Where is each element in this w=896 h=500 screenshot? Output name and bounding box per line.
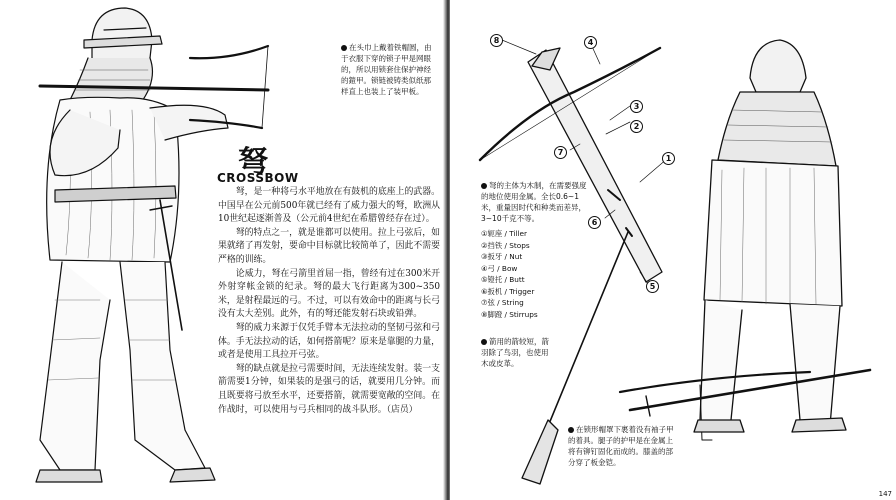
bolt-caption-text: 箭用的箭较短，箭羽除了鸟羽，也使用木或皮革。 bbox=[481, 337, 549, 368]
parts-legend-item: ⑦弦 / String bbox=[481, 298, 524, 307]
bullet-icon bbox=[481, 183, 487, 189]
helmet-caption bbox=[341, 42, 433, 97]
parts-legend-item: ②挡铁 / Stops bbox=[481, 240, 530, 250]
helmet-caption-text: 在头巾上戴着铁帽圆，由于衣服下穿的锁子甲是网眼的，所以用锁套住保护神经的鎧甲。锁链被铸类似纸那样直上也装上了装甲板。 bbox=[341, 43, 432, 96]
article-paragraph: 弩的特点之一，就是谁都可以使用。拉上弓弦后，如果就绪了再发射，要命中目标就比较简单了，因此不需要严格的训练。 bbox=[218, 227, 440, 265]
callout-number: 3 bbox=[630, 100, 643, 113]
callout-number: 5 bbox=[646, 280, 659, 293]
article-paragraph: 弩，是一种将弓水平地放在有鼓机的底座上的武器。中国早在公元前500年就已经有了威力强大的弩，欧洲从10世纪起逐渐普及（公元前4世纪在希腊曾经存在过）。 bbox=[218, 187, 440, 225]
right-page bbox=[450, 0, 896, 500]
article-paragraph: 弩的缺点就是拉弓需要时间，无法连续发射。装一支箭需要1分钟，如果装的是强弓的话，就要用几分钟。而且既要将弓放至水平，还要搭箭，就需要宽敞的空间。在作战时，可以使用与弓兵相同的战斗队形。（店员） bbox=[218, 363, 440, 415]
parts-legend-item: ⑥扳机 / Trigger bbox=[481, 286, 535, 296]
article-paragraph: 论威力，弩在弓箭里首屈一指，曾经有过在300米开外射穿帐金锁的纪录。弩的最大飞行距离为300~350米，是射程最远的弓。不过，可以有效命中的距离与长弓没有太大差别。此外，有的弩还能发射石块或铅弹。 bbox=[218, 268, 440, 320]
material-caption bbox=[481, 180, 593, 224]
bolt-caption bbox=[481, 336, 553, 369]
article-paragraph: 弩的威力来源于仅凭手臂本无法拉动的坚韧弓弦和弓体。手无法拉动的话，如何搭箭呢？原来是靠腿的力量，或者是使用工具拉开弓弦。 bbox=[218, 322, 440, 361]
armor-caption bbox=[568, 424, 680, 468]
material-caption-text: 弩的主体为木制，在需要强度的地位使用金属。全长0.6~1米，重量因时代和种类而差异，3~10千克不等。 bbox=[481, 181, 587, 223]
parts-legend-item: ⑤镫托 / Butt bbox=[481, 275, 525, 284]
parts-legend-item: ③扳牙 / Nut bbox=[481, 252, 523, 261]
callout-number: 7 bbox=[554, 146, 567, 159]
callout-number: 2 bbox=[630, 120, 643, 133]
left-page bbox=[0, 0, 446, 500]
bullet-icon bbox=[341, 45, 347, 51]
parts-legend bbox=[481, 228, 538, 320]
callout-number: 4 bbox=[584, 36, 597, 49]
bullet-icon bbox=[568, 427, 574, 433]
bullet-icon bbox=[481, 339, 487, 345]
section-title-en: CROSSBOW bbox=[217, 171, 299, 185]
parts-legend-item: ①轭座 / Tiller bbox=[481, 229, 528, 238]
callout-number: 6 bbox=[588, 216, 601, 229]
parts-legend-item: ⑧脚蹬 / Stirrups bbox=[481, 309, 538, 319]
callout-number: 1 bbox=[662, 152, 675, 165]
article-body bbox=[218, 186, 440, 417]
armor-caption-text: 在锁形帽罩下裹着没有袖子甲的着具。腿子的护甲是在金属上将有铆钉固化而成的。膝盖的部分穿了板金铠。 bbox=[568, 425, 674, 467]
parts-legend-item: ④弓 / Bow bbox=[481, 263, 518, 273]
section-title-cn: 弩 bbox=[238, 145, 269, 180]
page-number: 147 bbox=[878, 490, 892, 498]
callout-number: 8 bbox=[490, 34, 503, 47]
